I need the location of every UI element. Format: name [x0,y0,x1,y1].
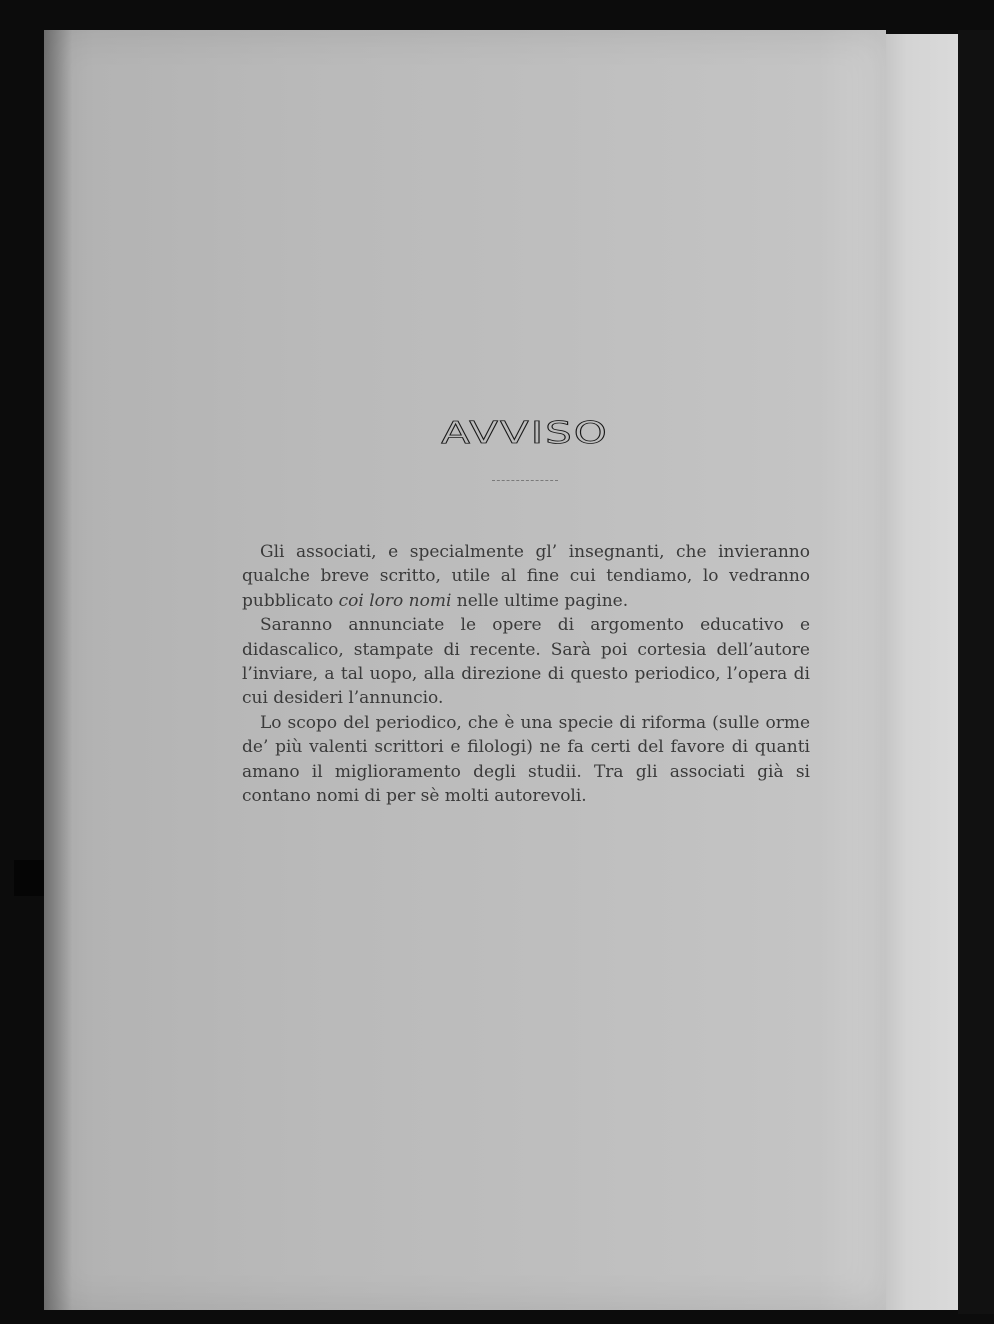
binding-mark [14,860,44,896]
page-gutter-shadow [44,30,72,1310]
paragraph-associates-text-end: nelle ultime pagine. [451,590,629,611]
paragraph-associates-text-start: Gli associati, e specialmente gl’ insegnanti, che invieranno qualche breve scritto, utile al fine cui tendiamo, lo vedranno pubblicato [242,542,810,611]
notice-body [242,540,810,808]
paragraph-associates [242,540,810,613]
page-title: AVVISO [441,415,609,451]
paragraph-announcements: Saranno annunciate le opere di argomento educativo e didascalico, stampate di recente. Sarà poi cortesia dell’autore l’inviare, a tal uopo, alla direzione di questo periodico, l’opera di cui desideri l’annuncio. [242,615,810,709]
paragraph-associates-emphasis: coi loro nomi [338,590,452,611]
title-divider [492,480,558,483]
scan-background-right [958,30,994,1314]
paragraph-purpose: Lo scopo del periodico, che è una specie di riforma (sulle orme de’ più valenti scrittori e filologi) ne fa certi del favore di quanti amano il miglioramento degli studii. Tra gli associati già si contano nomi di per sè molti autorevoli. [242,712,810,807]
